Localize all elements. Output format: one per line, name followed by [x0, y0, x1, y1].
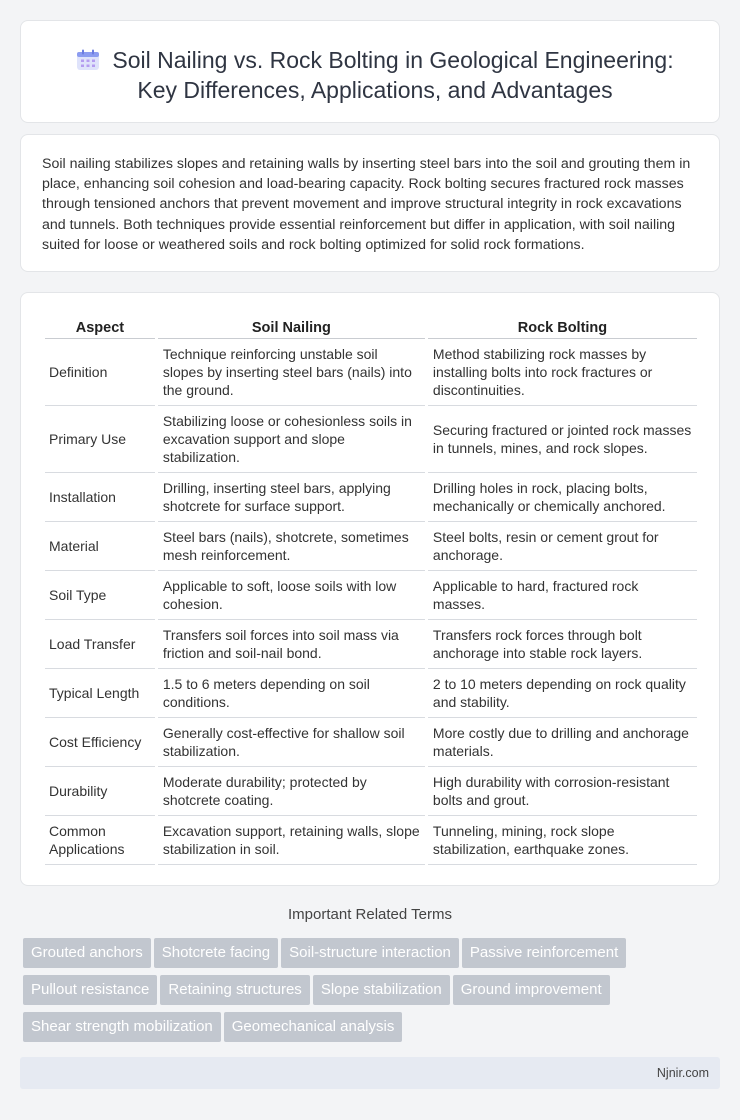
aspect-cell: Soil Type — [45, 571, 155, 620]
comparison-table — [42, 314, 700, 865]
calendar-icon — [76, 49, 100, 71]
table-row — [45, 620, 697, 669]
soil-nailing-cell: Applicable to soft, loose soils with low cohesion. — [158, 571, 425, 620]
related-term-tag[interactable]: Shotcrete facing — [154, 938, 278, 968]
page-title-text: Soil Nailing vs. Rock Bolting in Geological Engineering: Key Differences, Applications, and Advantages — [112, 47, 674, 103]
table-row — [45, 669, 697, 718]
aspect-cell: Cost Efficiency — [45, 718, 155, 767]
table-row — [45, 522, 697, 571]
table-row — [45, 571, 697, 620]
rock-bolting-cell: More costly due to drilling and anchorage materials. — [428, 718, 697, 767]
related-term-tag[interactable]: Retaining structures — [160, 975, 309, 1005]
page-title — [61, 45, 689, 105]
aspect-cell: Definition — [45, 339, 155, 406]
related-terms-title: Important Related Terms — [288, 906, 452, 923]
related-term-tag[interactable]: Passive reinforcement — [462, 938, 626, 968]
rock-bolting-cell: Steel bolts, resin or cement grout for anchorage. — [428, 522, 697, 571]
aspect-cell: Typical Length — [45, 669, 155, 718]
rock-bolting-cell: Transfers rock forces through bolt anchorage into stable rock layers. — [428, 620, 697, 669]
rock-bolting-cell: Drilling holes in rock, placing bolts, mechanically or chemically anchored. — [428, 473, 697, 522]
soil-nailing-cell: 1.5 to 6 meters depending on soil conditions. — [158, 669, 425, 718]
rock-bolting-cell: Tunneling, mining, rock slope stabilization, earthquake zones. — [428, 816, 697, 865]
related-term-tag[interactable]: Ground improvement — [453, 975, 610, 1005]
soil-nailing-cell: Moderate durability; protected by shotcrete coating. — [158, 767, 425, 816]
comparison-card — [20, 292, 720, 886]
table-row — [45, 339, 697, 406]
aspect-cell: Primary Use — [45, 406, 155, 473]
rock-bolting-cell: 2 to 10 meters depending on rock quality and stability. — [428, 669, 697, 718]
intro-paragraph: Soil nailing stabilizes slopes and retaining walls by inserting steel bars into the soil and grouting them in place, enhancing soil cohesion and load-bearing capacity. Rock bolting secures fractured rock masses through tensioned anchors that prevent movement and improve structural integrity in rock excavations and tunnels. Both techniques provide essential reinforcement but differ in application, with soil nailing suited for loose or weathered soils and rock bolting optimized for solid rock formations. — [42, 156, 691, 253]
aspect-cell: Common Applications — [45, 816, 155, 865]
table-row — [45, 473, 697, 522]
table-row — [45, 816, 697, 865]
related-term-tag[interactable]: Soil-structure interaction — [281, 938, 459, 968]
footer-bar — [20, 1057, 720, 1089]
intro-card — [20, 134, 720, 272]
soil-nailing-cell: Excavation support, retaining walls, slope stabilization in soil. — [158, 816, 425, 865]
related-term-tag[interactable]: Pullout resistance — [23, 975, 157, 1005]
soil-nailing-cell: Transfers soil forces into soil mass via friction and soil-nail bond. — [158, 620, 425, 669]
related-term-tag[interactable]: Slope stabilization — [313, 975, 450, 1005]
soil-nailing-cell: Drilling, inserting steel bars, applying shotcrete for surface support. — [158, 473, 425, 522]
soil-nailing-cell: Steel bars (nails), shotcrete, sometimes mesh reinforcement. — [158, 522, 425, 571]
table-row — [45, 406, 697, 473]
soil-nailing-cell: Generally cost-effective for shallow soil stabilization. — [158, 718, 425, 767]
title-card — [20, 20, 720, 123]
header-rock-bolting: Rock Bolting — [428, 314, 697, 339]
footer-site-name[interactable]: Njnir.com — [656, 1066, 709, 1080]
rock-bolting-cell: Applicable to hard, fractured rock masses. — [428, 571, 697, 620]
related-term-tag[interactable]: Geomechanical analysis — [224, 1012, 403, 1042]
table-row — [45, 718, 697, 767]
related-term-tag[interactable]: Shear strength mobilization — [23, 1012, 221, 1042]
header-soil-nailing: Soil Nailing — [158, 314, 425, 339]
rock-bolting-cell: High durability with corrosion-resistant bolts and grout. — [428, 767, 697, 816]
header-aspect: Aspect — [45, 314, 155, 339]
aspect-cell: Material — [45, 522, 155, 571]
aspect-cell: Durability — [45, 767, 155, 816]
rock-bolting-cell: Method stabilizing rock masses by installing bolts into rock fractures or discontinuities. — [428, 339, 697, 406]
table-row — [45, 767, 697, 816]
soil-nailing-cell: Stabilizing loose or cohesionless soils in excavation support and slope stabilization. — [158, 406, 425, 473]
aspect-cell: Load Transfer — [45, 620, 155, 669]
related-terms-list — [23, 938, 703, 1049]
rock-bolting-cell: Securing fractured or jointed rock masses in tunnels, mines, and rock slopes. — [428, 406, 697, 473]
table-header-row — [45, 314, 697, 339]
soil-nailing-cell: Technique reinforcing unstable soil slopes by inserting steel bars (nails) into the ground. — [158, 339, 425, 406]
related-term-tag[interactable]: Grouted anchors — [23, 938, 151, 968]
aspect-cell: Installation — [45, 473, 155, 522]
